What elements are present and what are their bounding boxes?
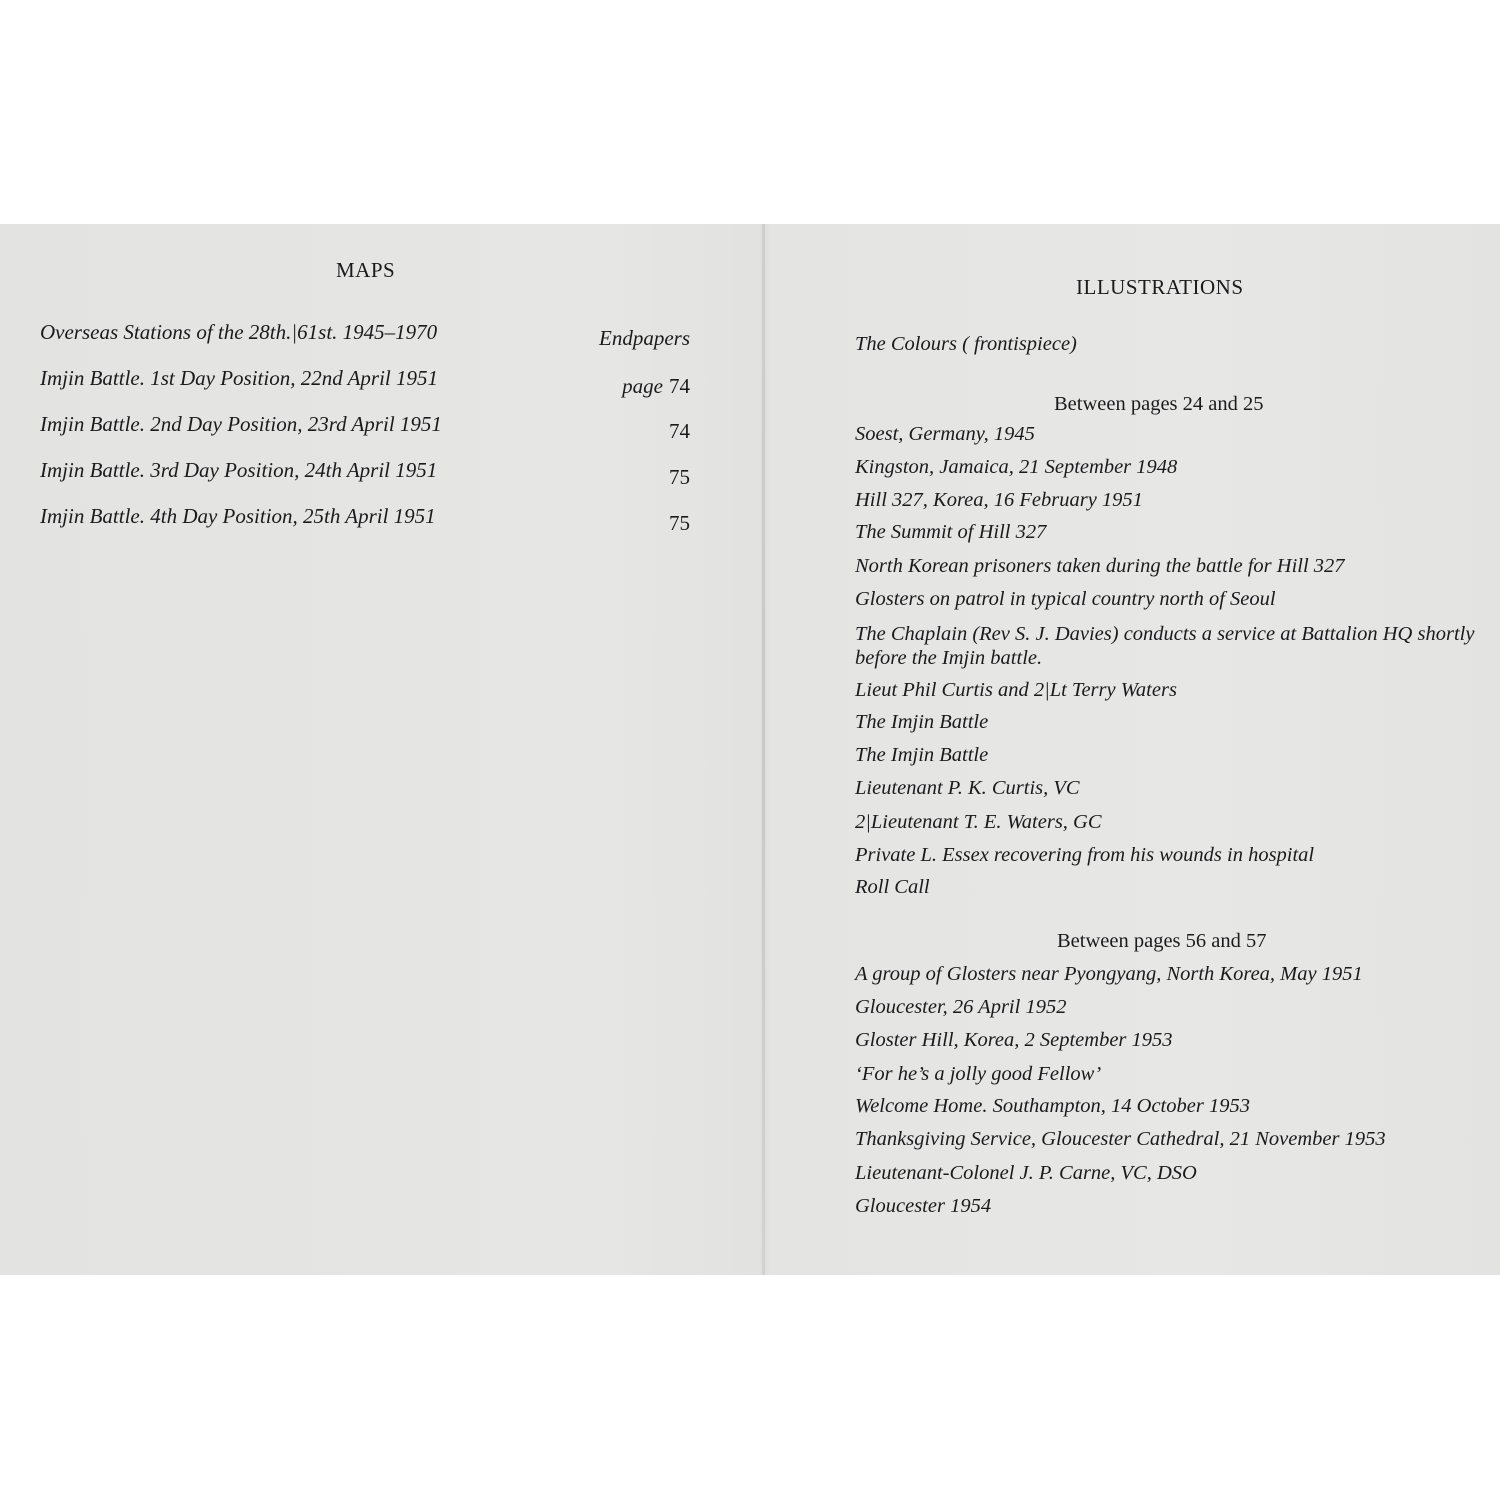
map-entry	[40, 504, 690, 535]
map-entry	[40, 320, 690, 350]
map-entry	[40, 458, 690, 489]
illustration-entry: North Korean prisoners taken during the battle for Hill 327	[855, 555, 1345, 577]
map-title: Imjin Battle. 4th Day Position, 25th April 1951	[40, 504, 436, 528]
map-title: Overseas Stations of the 28th.|61st. 1945–1970	[40, 320, 438, 344]
illustration-entry: ‘For he’s a jolly good Fellow’	[855, 1063, 1102, 1085]
frontispiece-entry: The Colours ( frontispiece)	[855, 333, 1077, 355]
map-page: 74	[669, 374, 690, 398]
illustration-entry: Hill 327, Korea, 16 February 1951	[855, 489, 1143, 511]
map-page: 75	[669, 465, 690, 489]
illustration-entry: Private L. Essex recovering from his wounds in hospital	[855, 844, 1315, 866]
map-page-ref	[622, 374, 690, 399]
map-title: Imjin Battle. 3rd Day Position, 24th April 1951	[40, 458, 438, 482]
illustration-entry: Lieutenant P. K. Curtis, VC	[855, 777, 1080, 799]
right-page-illustrations	[765, 224, 1500, 1275]
illustration-entry: Welcome Home. Southampton, 14 October 1953	[855, 1095, 1250, 1117]
illustration-entry: Lieut Phil Curtis and 2|Lt Terry Waters	[855, 679, 1177, 701]
illustration-entry: The Chaplain (Rev S. J. Davies) conducts a service at Battalion HQ shortly before the Imjin battle.	[855, 623, 1475, 669]
illustration-entry: Soest, Germany, 1945	[855, 423, 1035, 445]
illustration-entry: Gloucester, 26 April 1952	[855, 996, 1067, 1018]
book-spread	[0, 224, 1500, 1275]
map-title: Imjin Battle. 2nd Day Position, 23rd April 1951	[40, 412, 442, 436]
illustrations-heading: ILLUSTRATIONS	[1076, 275, 1244, 299]
illustration-entry: Gloster Hill, Korea, 2 September 1953	[855, 1029, 1173, 1051]
map-page-prefix: page	[622, 374, 663, 398]
section-subheading: Between pages 56 and 57	[1057, 930, 1267, 952]
section-subheading: Between pages 24 and 25	[1054, 393, 1264, 415]
illustration-entry: Lieutenant-Colonel J. P. Carne, VC, DSO	[855, 1162, 1197, 1184]
illustration-entry: Thanksgiving Service, Gloucester Cathedral, 21 November 1953	[855, 1128, 1386, 1150]
map-entry	[40, 366, 690, 398]
illustration-entry: Glosters on patrol in typical country north of Seoul	[855, 588, 1276, 610]
map-title: Imjin Battle. 1st Day Position, 22nd April 1951	[40, 366, 439, 390]
illustration-entry: Gloucester 1954	[855, 1195, 992, 1217]
illustration-entry: A group of Glosters near Pyongyang, North Korea, May 1951	[855, 963, 1363, 985]
illustration-entry: 2|Lieutenant T. E. Waters, GC	[855, 811, 1102, 833]
map-page: 75	[669, 511, 690, 535]
map-entry	[40, 412, 690, 443]
illustration-entry: The Imjin Battle	[855, 744, 989, 766]
map-page: 74	[669, 419, 690, 443]
left-page-maps	[0, 224, 762, 1275]
illustration-entry: The Imjin Battle	[855, 711, 989, 733]
illustration-entry: Roll Call	[855, 876, 930, 898]
illustration-entry: Kingston, Jamaica, 21 September 1948	[855, 456, 1178, 478]
illustration-entry: The Summit of Hill 327	[855, 521, 1047, 543]
maps-heading: MAPS	[336, 258, 396, 282]
map-page: Endpapers	[599, 326, 690, 350]
